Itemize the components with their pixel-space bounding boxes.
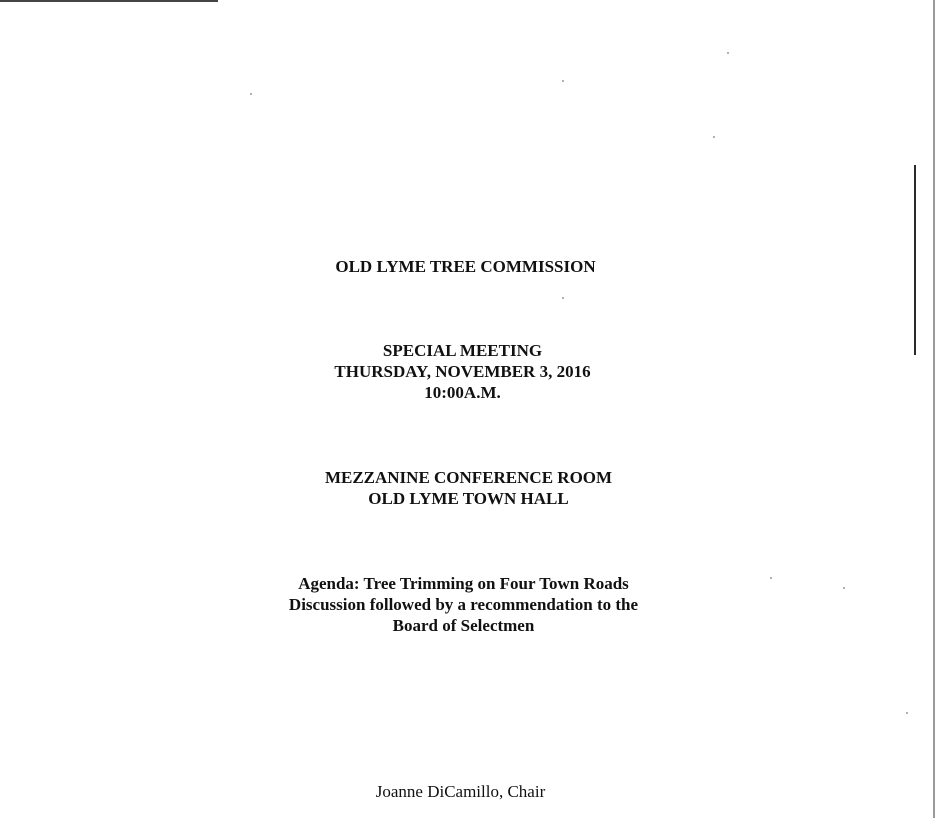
location-building: OLD LYME TOWN HALL [368,489,569,508]
scan-artifact-edge [933,0,935,818]
chair-signature: Joanne DiCamillo, Chair [375,782,546,801]
document-title: OLD LYME TREE COMMISSION [335,257,596,276]
scan-speck [713,136,715,138]
scan-speck [562,297,564,299]
agenda-line: Agenda: Tree Trimming on Four Town Roads [298,574,629,593]
scan-artifact-rule [0,0,218,2]
meeting-date: THURSDAY, NOVEMBER 3, 2016 [334,362,591,381]
scan-speck [562,80,564,82]
meeting-info [0,340,931,403]
agenda-line: Discussion followed by a recommendation to the [288,595,639,614]
scan-speck [250,93,252,95]
scan-speck [727,52,729,54]
agenda-line: Board of Selectmen [392,616,535,635]
meeting-type: SPECIAL MEETING [382,341,543,360]
signature [0,781,929,802]
commission-title [0,256,934,277]
agenda [0,573,932,636]
meeting-location [0,467,937,509]
scan-speck [906,712,908,714]
meeting-time: 10:00A.M. [424,383,501,402]
location-room: MEZZANINE CONFERENCE ROOM [324,468,613,487]
